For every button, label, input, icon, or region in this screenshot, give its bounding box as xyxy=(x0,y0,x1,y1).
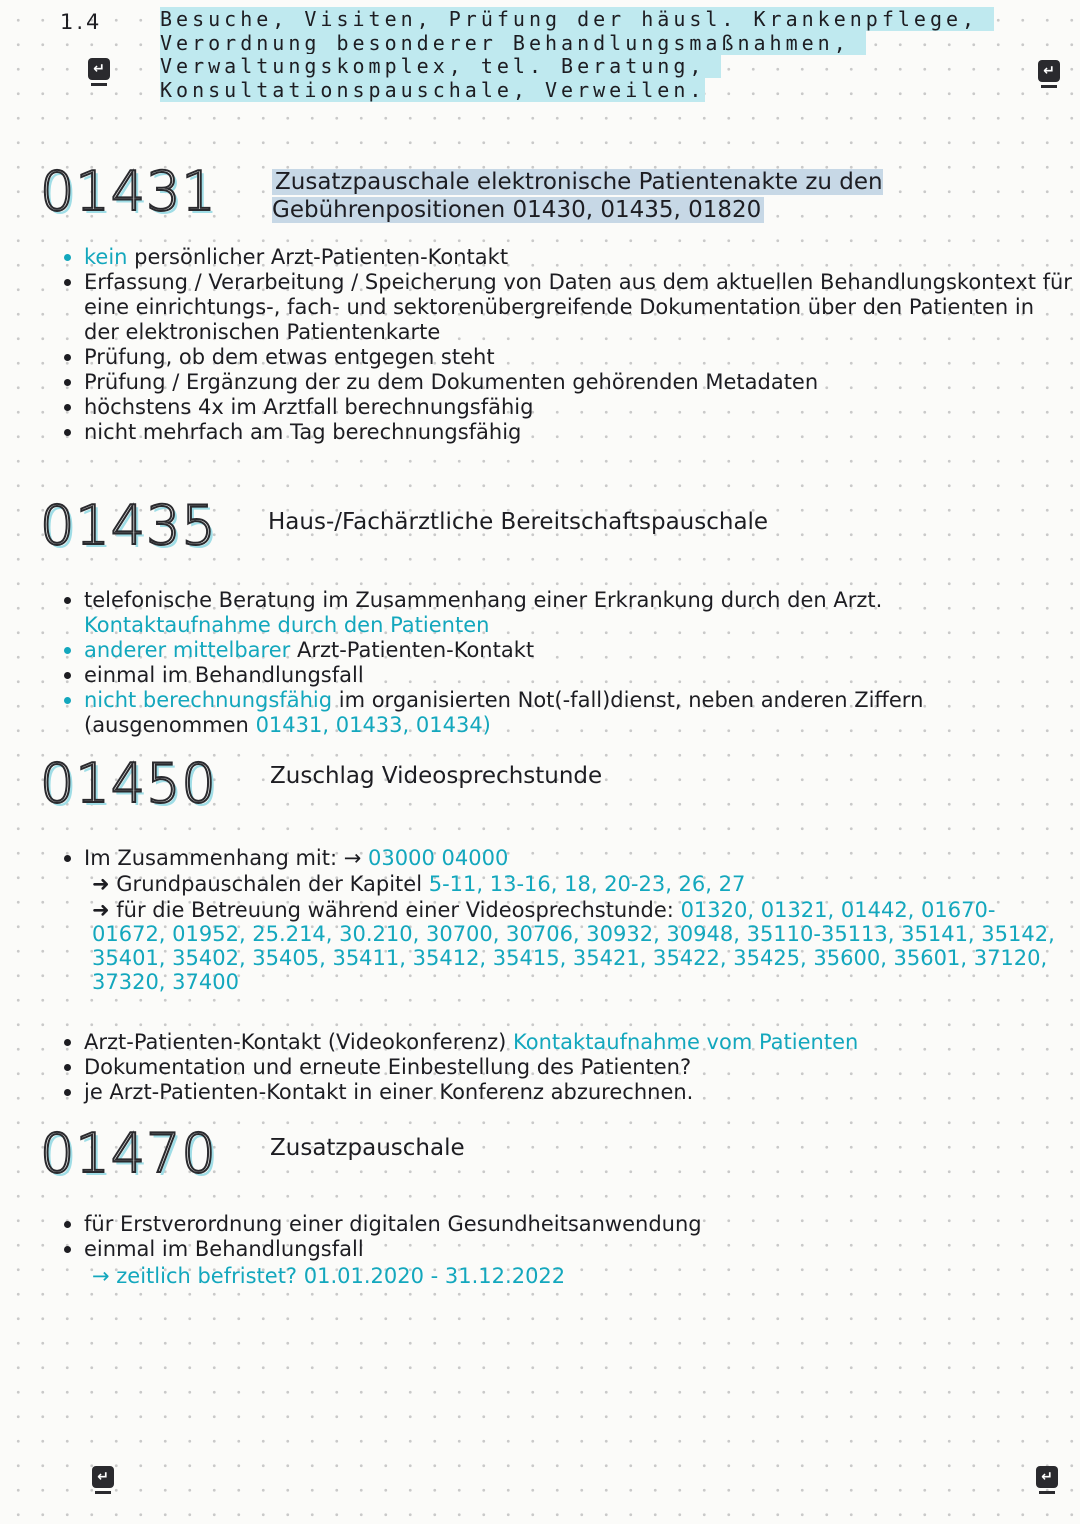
list-item: höchstens 4x im Arztfall berechnungsfähig xyxy=(62,395,1072,420)
header-text xyxy=(160,8,1070,102)
list-item: Erfassung / Verarbeitung / Speicherung von Daten aus dem aktuellen Behandlungskontext für eine einrichtungs-, fach- und sektorenübergreifende Dokumentation über den Patienten in der elektronischen Patientenkarte xyxy=(62,270,1072,345)
section-intro xyxy=(62,846,1072,871)
list-item: einmal im Behandlungsfall xyxy=(62,1237,1072,1262)
list-item: anderer mittelbarer Arzt-Patienten-Kontakt xyxy=(62,638,1072,663)
page-link-icon[interactable]: ↵ xyxy=(92,1466,114,1488)
list-item: kein persönlicher Arzt-Patienten-Kontakt xyxy=(62,245,1072,270)
header-text-content: Besuche, Visiten, Prüfung der häusl. Krankenpflege, Verordnung besonderer Behandlungsmaßnahmen, Verwaltungskomplex, tel. Beratung, Konsultationspauschale, Verweilen. xyxy=(160,7,995,102)
list-item: für Erstverordnung einer digitalen Gesundheitsanwendung xyxy=(62,1212,1072,1237)
list-item: nicht mehrfach am Tag berechnungsfähig xyxy=(62,420,1072,445)
header-number: 1.4 xyxy=(60,10,103,34)
section-title: Zuschlag Videosprechstunde xyxy=(270,763,603,789)
list-item: Dokumentation und erneute Einbestellung des Patienten? xyxy=(62,1055,1072,1080)
section-bullets xyxy=(62,245,1072,445)
section-code: 01431 xyxy=(40,160,217,223)
list-item: Prüfung / Ergänzung der zu dem Dokumenten gehörenden Metadaten xyxy=(62,370,1072,395)
section-title: Haus-/Fachärztliche Bereitschaftspauschale xyxy=(268,509,769,535)
list-item: Prüfung, ob dem etwas entgegen steht xyxy=(62,345,1072,370)
list-item: je Arzt-Patienten-Kontakt in einer Konferenz abzurechnen. xyxy=(62,1080,1072,1105)
section-bullets xyxy=(62,1030,1072,1105)
list-item: Arzt-Patienten-Kontakt (Videokonferenz) Kontaktaufnahme vom Patienten xyxy=(62,1030,1072,1055)
section-bullets xyxy=(62,1212,1072,1262)
list-item: telefonische Beratung im Zusammenhang einer Erkrankung durch den Arzt. Kontaktaufnahme durch den Patienten xyxy=(62,588,1072,638)
section-code: 01470 xyxy=(40,1122,217,1185)
section-title: Zusatzpauschale xyxy=(270,1135,465,1161)
section-code: 01435 xyxy=(40,494,217,557)
page-link-icon[interactable]: ↵ xyxy=(1036,1466,1058,1488)
section-bullets xyxy=(62,588,1072,738)
sub-item: ➜ Grundpauschalen der Kapitel 5-11, 13-16, 18, 20-23, 26, 27 xyxy=(92,872,746,896)
note: → zeitlich befristet? 01.01.2020 - 31.12.2022 xyxy=(92,1264,566,1288)
list-item: Im Zusammenhang mit: → 03000 04000 xyxy=(62,846,1072,871)
sub-item: ➜ für die Betreuung während einer Videosprechstunde: 01320, 01321, 01442, 01670-01672, 01952, 25.214, 30.210, 30700, 30706, 30932, 30948, 35110-35113, 35141, 35142, 35401, 35402, 35405, 35411, 35412, 35415, 35421, 35422, 35425, 35600, 35601, 37120, 37320, 37400 xyxy=(92,898,1055,994)
section-code: 01450 xyxy=(40,752,217,815)
list-item: einmal im Behandlungsfall xyxy=(62,663,1072,688)
page-link-icon[interactable]: ↵ xyxy=(88,58,110,80)
section-title: Zusatzpauschale elektronische Patientenakte zu den Gebührenpositionen 01430, 01435, 01820 xyxy=(272,169,883,223)
list-item: nicht berechnungsfähig im organisierten Not(-fall)dienst, neben anderen Ziffern (ausgenommen 01431, 01433, 01434) xyxy=(62,688,1072,738)
page-link-icon[interactable]: ↵ xyxy=(1038,60,1060,82)
